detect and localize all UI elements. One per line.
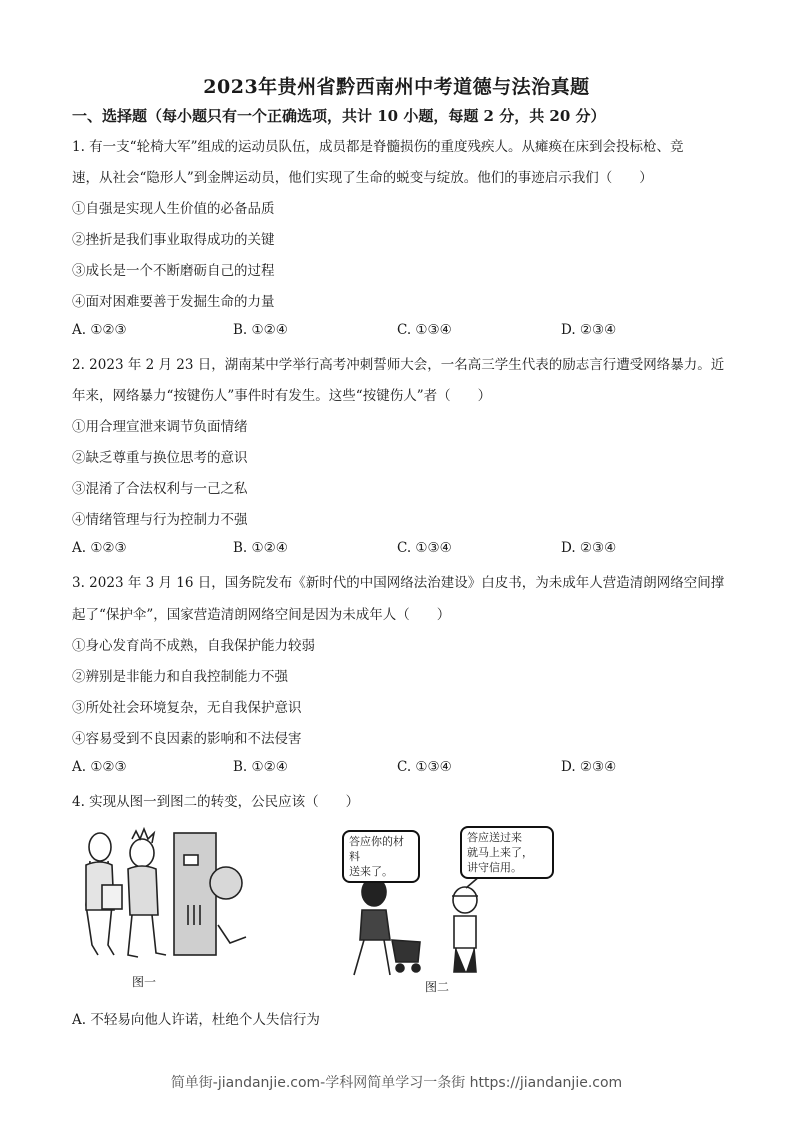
q1-statement-1: ①自强是实现人生价值的必备品质	[72, 201, 275, 217]
q3-option-c[interactable]: C. ①③④	[397, 759, 452, 775]
bubble-2-line-2: 就马上来了，	[467, 846, 533, 859]
q1-option-c[interactable]: C. ①③④	[397, 322, 452, 338]
bubble-2-line-3: 讲守信用。	[467, 861, 522, 874]
q1-statement-2: ②挫折是我们事业取得成功的关键	[72, 232, 275, 248]
bubble-1-line-2: 送来了。	[349, 865, 393, 878]
q3-statement-1: ①身心发育尚不成熟，自我保护能力较弱	[72, 638, 315, 654]
q3-stem-line-2: 起了“保护伞”，国家营造清朗网络空间是因为未成年人（ ）	[72, 607, 451, 623]
figure-1-caption: 图一	[132, 975, 157, 989]
q3-stem-line-1: 3. 2023 年 3 月 16 日，国务院发布《新时代的中国网络法治建设》白皮书，为未成年人营造清朗网络空间撑	[72, 575, 725, 591]
speech-bubble-1	[342, 830, 420, 883]
q1-option-d[interactable]: D. ②③④	[561, 322, 617, 338]
q2-option-d[interactable]: D. ②③④	[561, 540, 617, 556]
q3-statement-3: ③所处社会环境复杂，无自我保护意识	[72, 700, 302, 716]
bubble-2-line-1: 答应送过来	[467, 831, 522, 844]
q4-stem-line-1: 4. 实现从图一到图二的转变，公民应该（ ）	[72, 794, 360, 810]
bubble-1-line-1: 答应你的材料	[349, 835, 404, 863]
q2-stem-line-1: 2. 2023 年 2 月 23 日，湖南某中学举行高考冲刺誓师大会，一名高三学生代表的励志言行遭受网络暴力。近	[72, 357, 725, 373]
q3-statement-4: ④容易受到不良因素的影响和不法侵害	[72, 731, 302, 747]
figure-2-caption: 图二	[425, 980, 450, 994]
q1-option-a[interactable]: A. ①②③	[72, 322, 127, 338]
q2-option-c[interactable]: C. ①③④	[397, 540, 452, 556]
q2-options	[72, 540, 732, 558]
q2-statement-2: ②缺乏尊重与换位思考的意识	[72, 450, 248, 466]
q1-statement-3: ③成长是一个不断磨砺自己的过程	[72, 263, 275, 279]
footer-watermark: 简单街-jiandanjie.com-学科网简单学习一条街 https://jiandanjie.com	[170, 1075, 623, 1091]
figure-1-cartoon	[78, 825, 253, 970]
q1-stem-line-2: 速，从社会“隐形人”到金牌运动员，他们实现了生命的蜕变与绽放。他们的事迹启示我们（ ）	[72, 170, 653, 186]
q4-option-a[interactable]: A. 不轻易向他人许诺，杜绝个人失信行为	[72, 1012, 320, 1028]
q2-statement-1: ①用合理宣泄来调节负面情绪	[72, 419, 248, 435]
speech-bubble-2	[460, 826, 554, 879]
q3-option-d[interactable]: D. ②③④	[561, 759, 617, 775]
q2-stem-line-2: 年来，网络暴力“按键伤人”事件时有发生。这些“按键伤人”者（ ）	[72, 388, 492, 404]
q3-option-b[interactable]: B. ①②④	[233, 759, 288, 775]
q3-option-a[interactable]: A. ①②③	[72, 759, 127, 775]
q2-option-b[interactable]: B. ①②④	[233, 540, 288, 556]
q1-stem-line-1: 1. 有一支“轮椅大军”组成的运动员队伍，成员都是脊髓损伤的重度残疾人。从瘫痪在床到会投标枪、竞	[72, 139, 684, 155]
document-title: 2023年贵州省黔西南州中考道德与法治真题	[203, 76, 590, 98]
figure-1-illustration-icon	[78, 825, 253, 970]
q1-option-b[interactable]: B. ①②④	[233, 322, 288, 338]
q1-statement-4: ④面对困难要善于发掘生命的力量	[72, 294, 275, 310]
figure-2-cartoon	[340, 830, 565, 980]
q2-option-a[interactable]: A. ①②③	[72, 540, 127, 556]
section-heading: 一、选择题（每小题只有一个正确选项，共计 10 小题，每题 2 分，共 20 分）	[72, 107, 606, 125]
q3-statement-2: ②辨别是非能力和自我控制能力不强	[72, 669, 288, 685]
q3-options	[72, 759, 732, 777]
q2-statement-3: ③混淆了合法权利与一己之私	[72, 481, 248, 497]
q2-statement-4: ④情绪管理与行为控制力不强	[72, 512, 248, 528]
q1-options	[72, 322, 732, 340]
